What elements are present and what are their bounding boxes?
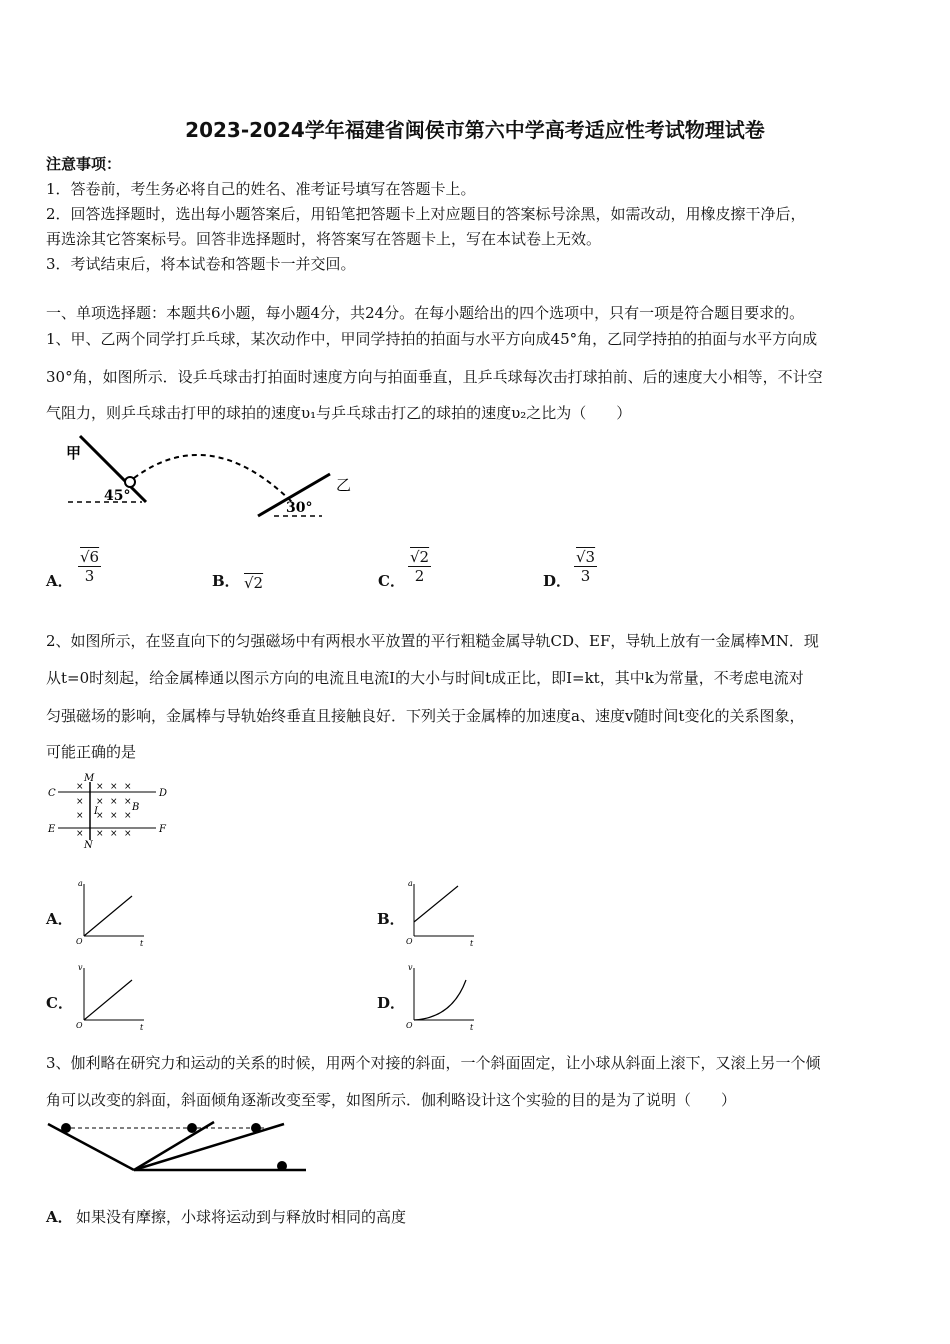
section-heading: 一、单项选择题：本题共6小题，每小题4分，共24分。在每小题给出的四个选项中，只有一项是符合题目要求的。 [46, 304, 805, 322]
svg-text:I: I [94, 806, 98, 817]
q2-text: 匀强磁场的影响，金属棒与导轨始终垂直且接触良好．下列关于金属棒的加速度a、速度v随时间t变化的关系图象， [46, 707, 805, 725]
ball-icon [125, 477, 135, 487]
svg-text:×: × [76, 797, 84, 807]
svg-text:×: × [110, 782, 118, 792]
notice-item: 3．考试结束后，将本试卷和答题卡一并交回。 [46, 255, 356, 273]
svg-text:C: C [48, 788, 56, 799]
q3-option-a-text: 如果没有摩擦，小球将运动到与释放时相同的高度 [76, 1208, 407, 1226]
svg-text:×: × [76, 829, 84, 839]
q1-option-b-value: √2 [244, 574, 264, 592]
q1-text: 气阻力，则乒乓球击打甲的球拍的速度υ₁与乒乓球击打乙的球拍的速度υ₂之比为（ ） [46, 404, 632, 422]
svg-text:O: O [76, 937, 83, 946]
svg-text:×: × [110, 829, 118, 839]
svg-text:O: O [406, 1021, 413, 1030]
q2-text: 从t=0时刻起，给金属棒通以图示方向的电流且电流I的大小与时间t成正比，即I=kt，其中k为常量，不考虑电流对 [46, 669, 804, 687]
svg-text:×: × [96, 829, 104, 839]
svg-text:×: × [124, 782, 132, 792]
svg-text:v: v [78, 963, 83, 972]
q3-option-a-label[interactable]: A． [46, 1208, 73, 1226]
label-jia: 甲 [66, 444, 82, 462]
svg-text:O: O [406, 937, 413, 946]
q2-option-a-label[interactable]: A． [46, 910, 73, 928]
notice-item: 再选涂其它答案标号。回答非选择题时，将答案写在答题卡上，写在本试卷上无效。 [46, 230, 602, 248]
label-yi: 乙 [336, 476, 352, 494]
svg-text:×: × [124, 829, 132, 839]
svg-text:×: × [96, 797, 104, 807]
angle-left: 45° [104, 488, 131, 504]
q3-text: 3、伽利略在研究力和运动的关系的时候，用两个对接的斜面，一个斜面固定，让小球从斜面上滚下，又滚上另一个倾 [46, 1054, 821, 1072]
q1-text: 30°角，如图所示．设乒乓球击打拍面时速度方向与拍面垂直，且乒乓球每次击打球拍前、后的速度大小相等，不计空 [46, 368, 823, 386]
q1-figure [60, 432, 360, 524]
angle-right: 30° [286, 500, 313, 516]
svg-text:×: × [76, 782, 84, 792]
q2-rail-figure [46, 772, 176, 848]
q1-option-a-fraction: $\frac{√6}{3}$ [80, 548, 100, 585]
svg-text:t: t [470, 1023, 474, 1032]
q2-option-a-graph [72, 876, 152, 948]
svg-text:F: F [159, 824, 166, 835]
trajectory [134, 455, 292, 502]
svg-text:×: × [96, 782, 104, 792]
svg-text:×: × [110, 811, 118, 821]
q2-text: 2、如图所示，在竖直向下的匀强磁场中有两根水平放置的平行粗糙金属导轨CD、EF，导轨上放有一金属棒MN．现 [46, 632, 819, 650]
notice-heading: 注意事项： [46, 155, 122, 173]
svg-text:E: E [48, 824, 56, 835]
q3-text: 角可以改变的斜面，斜面倾角逐渐改变至零，如图所示．伽利略设计这个实验的目的是为了说明（ ） [46, 1091, 737, 1109]
q2-option-b-label[interactable]: B． [377, 910, 405, 928]
svg-text:D: D [159, 788, 168, 799]
q1-option-c-label[interactable]: C． [378, 572, 405, 590]
q2-option-d-label[interactable]: D． [377, 994, 406, 1012]
svg-text:B: B [132, 802, 140, 813]
svg-text:t: t [140, 939, 144, 948]
svg-text:×: × [76, 811, 84, 821]
q1-text: 1、甲、乙两个同学打乒乓球，某次动作中，甲同学持拍的拍面与水平方向成45°角，乙同学持拍的拍面与水平方向成 [46, 330, 818, 348]
q2-option-d-graph [402, 960, 482, 1032]
q3-incline-figure [44, 1118, 314, 1180]
svg-text:a: a [408, 879, 413, 888]
svg-text:a: a [78, 879, 83, 888]
svg-text:t: t [470, 939, 474, 948]
svg-text:v: v [408, 963, 413, 972]
q2-option-b-graph [402, 876, 482, 948]
svg-text:N: N [84, 840, 93, 848]
svg-text:×: × [96, 811, 104, 821]
page-title: 2023-2024学年福建省闽侯市第六中学高考适应性考试物理试卷 [185, 118, 765, 142]
svg-text:×: × [124, 797, 132, 807]
notice-item: 1．答卷前，考生务必将自己的姓名、准考证号填写在答题卡上。 [46, 180, 476, 198]
q2-text: 可能正确的是 [46, 743, 137, 761]
svg-text:O: O [76, 1021, 83, 1030]
svg-text:M: M [84, 773, 95, 784]
q1-option-d-fraction: $\frac{√3}{3}$ [576, 548, 596, 585]
q1-option-b-label[interactable]: B． [212, 572, 240, 590]
q1-option-c-fraction: $\frac{√2}{2}$ [410, 548, 430, 585]
q1-option-d-label[interactable]: D． [543, 572, 572, 590]
q1-option-a-label[interactable]: A． [46, 572, 73, 590]
notice-item: 2．回答选择题时，选出每小题答案后，用铅笔把答题卡上对应题目的答案标号涂黑，如需改动，用橡皮擦干净后， [46, 205, 806, 223]
svg-text:t: t [140, 1023, 144, 1032]
q2-option-c-label[interactable]: C． [46, 994, 73, 1012]
svg-text:×: × [124, 811, 132, 821]
svg-text:×: × [110, 797, 118, 807]
q2-option-c-graph [72, 960, 152, 1032]
